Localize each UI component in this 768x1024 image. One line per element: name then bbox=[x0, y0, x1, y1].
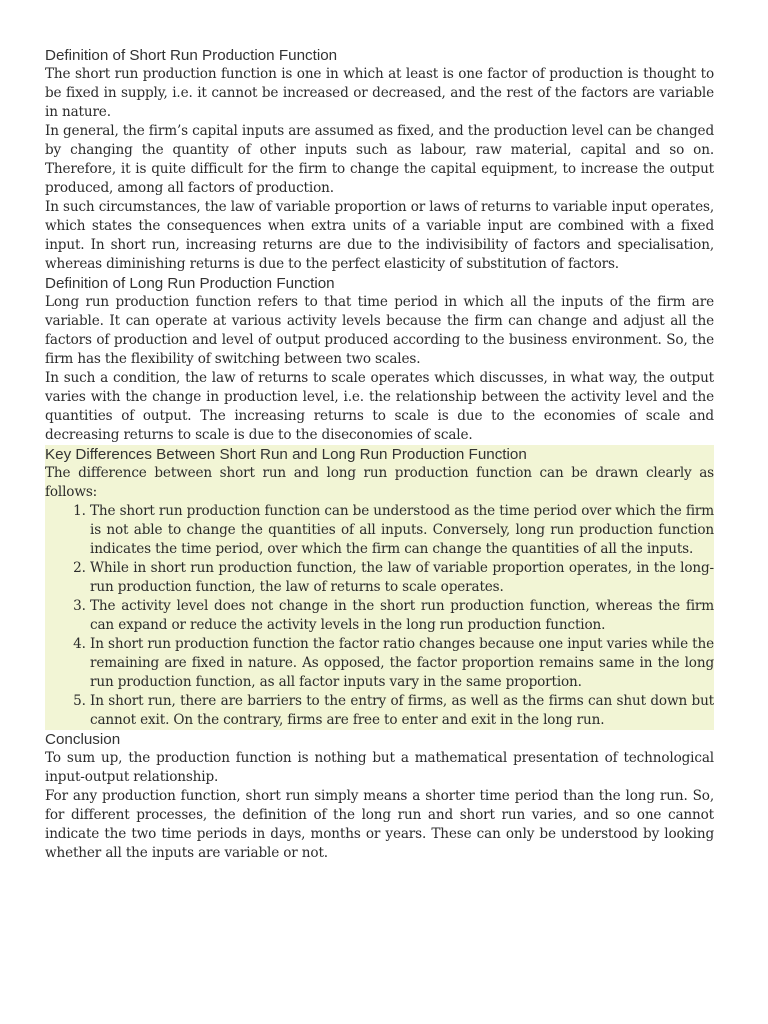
list-item: 2. While in short run production function, the law of variable proportion operates, in the long-run production function, the law of returns to scale operates. bbox=[90, 559, 714, 597]
section-short-run bbox=[45, 46, 714, 274]
long-run-heading: Definition of Long Run Production Function bbox=[45, 275, 335, 292]
short-run-paragraph-3: In such circumstances, the law of variable proportion or laws of returns to variable input operates, which states the consequences when extra units of a variable input are combined with a fixed input. In short run, increasing returns are due to the indivisibility of factors and specialisation, whereas diminishing returns is due to the perfect elasticity of substitution of factors. bbox=[45, 199, 714, 272]
key-differences-heading: Key Differences Between Short Run and Long Run Production Function bbox=[45, 446, 527, 463]
short-run-heading: Definition of Short Run Production Function bbox=[45, 47, 338, 64]
short-run-paragraph-2: In general, the firm’s capital inputs are assumed as fixed, and the production level can be changed by changing the quantity of other inputs such as labour, raw material, capital and so on. Therefore, it is quite difficult for the firm to change the capital equipment, to increase the output produced, among all factors of production. bbox=[45, 123, 714, 196]
short-run-paragraph-1: The short run production function is one in which at least is one factor of production is thought to be fixed in supply, i.e. it cannot be increased or decreased, and the rest of the factors are variable in nature. bbox=[45, 66, 714, 120]
key-differences-intro: The difference between short run and long run production function can be drawn clearly as follows: bbox=[45, 465, 714, 500]
list-item: 1. The short run production function can be understood as the time period over which the firm is not able to change the quantities of all inputs. Conversely, long run production function indicates the time period, over which the firm can change the quantities of all the inputs. bbox=[90, 502, 714, 559]
document-page bbox=[45, 46, 714, 863]
list-item: 3. The activity level does not change in the short run production function, whereas the firm can expand or reduce the activity levels in the long run production function. bbox=[90, 597, 714, 635]
long-run-paragraph-2: In such a condition, the law of returns to scale operates which discusses, in what way, the output varies with the change in production level, i.e. the relationship between the activity level and the quantities of output. The increasing returns to scale is due to the economies of scale and decreasing returns to scale is due to the diseconomies of scale. bbox=[45, 370, 714, 443]
long-run-paragraph-1: Long run production function refers to that time period in which all the inputs of the firm are variable. It can operate at various activity levels because the firm can change and adjust all the factors of production and level of output produced according to the business environment. So, the firm has the flexibility of switching between two scales. bbox=[45, 294, 714, 367]
conclusion-heading: Conclusion bbox=[45, 731, 121, 748]
conclusion-paragraph-2: For any production function, short run simply means a shorter time period than the long run. So, for different processes, the definition of the long run and short run varies, and so one cannot indicate the two time periods in days, months or years. These can only be understood by looking whether all the inputs are variable or not. bbox=[45, 788, 714, 861]
section-key-differences bbox=[45, 445, 714, 730]
section-long-run bbox=[45, 274, 714, 445]
key-differences-list bbox=[45, 502, 714, 730]
conclusion-paragraph-1: To sum up, the production function is nothing but a mathematical presentation of technological input-output relationship. bbox=[45, 750, 714, 785]
list-item: 4. In short run production function the factor ratio changes because one input varies while the remaining are fixed in nature. As opposed, the factor proportion remains same in the long run production function, as all factor inputs vary in the same proportion. bbox=[90, 635, 714, 692]
list-item: 5. In short run, there are barriers to the entry of firms, as well as the firms can shut down but cannot exit. On the contrary, firms are free to enter and exit in the long run. bbox=[90, 692, 714, 730]
section-conclusion bbox=[45, 730, 714, 863]
